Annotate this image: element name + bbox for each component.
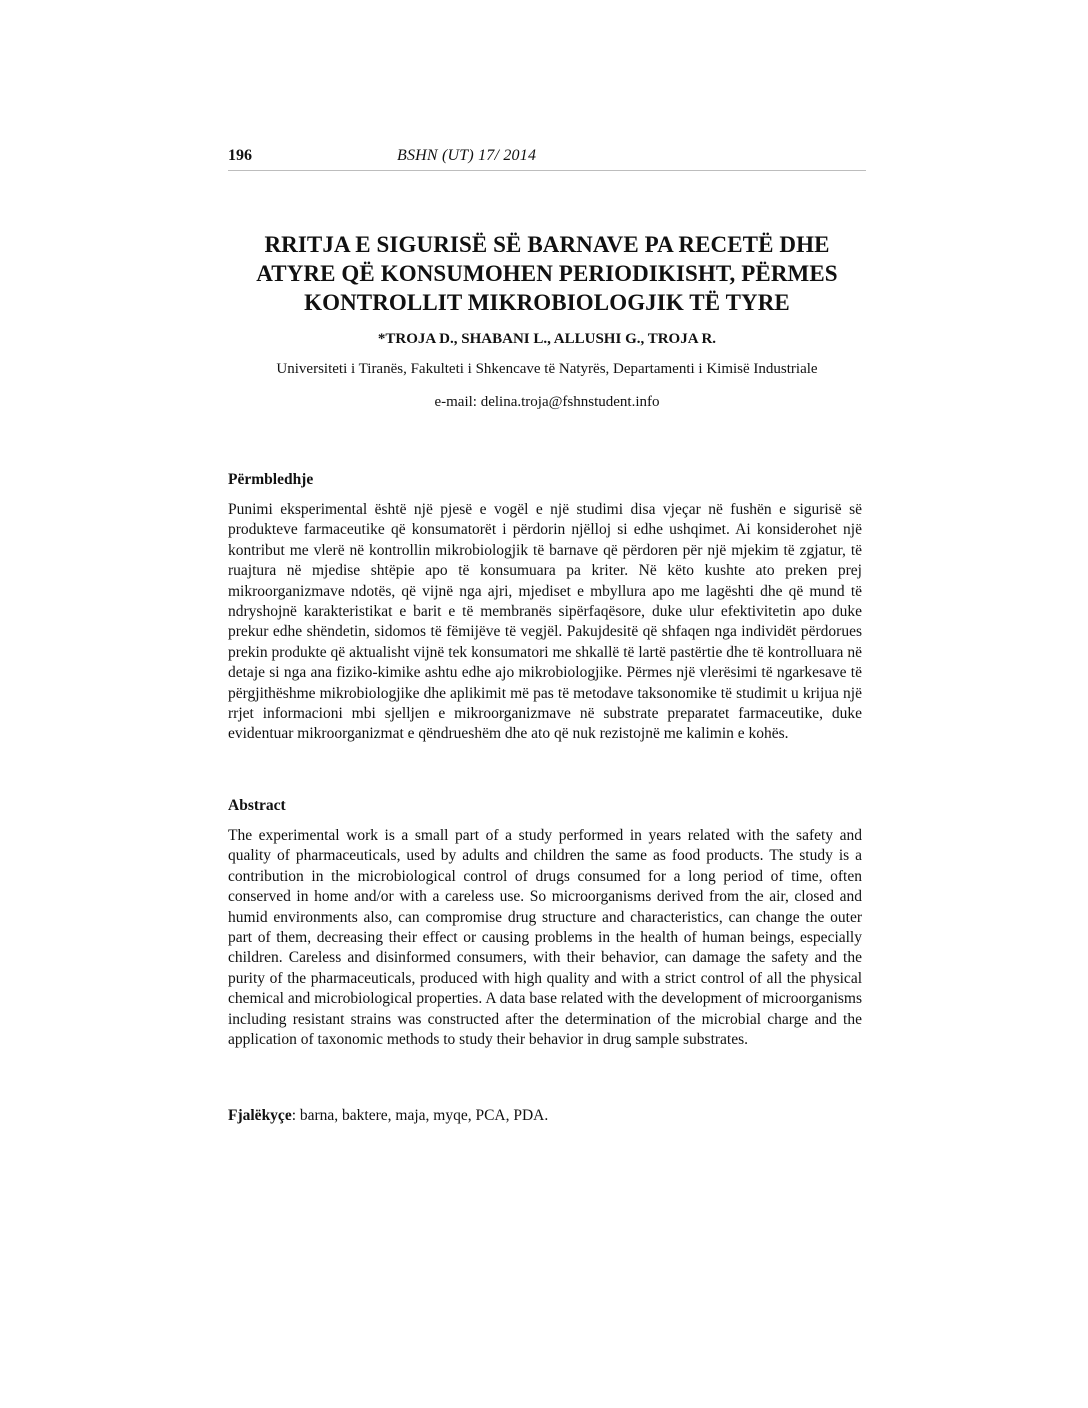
abstract-text: The experimental work is a small part of a study performed in years related with the safety and quality of pharmaceuticals, used by adults and children the same as food products. The study is a contribution in the microbiological control of drugs consumed for a long period of time, often conserved in home and/or with a careless use. So microorganisms derived from the air, closed and humid environments also, can compromise drug structure and characteristics, can change the outer part of them, decreasing their effect or causing problems in the health of human beings, especially children. Careless and disinformed consumers, with their behavior, can damage the safety and the purity of the pharmaceuticals, produced with high quality and with a strict control of all the physical chemical and microbiological properties. A data base related with the development of microorganisms including resistant strains was constructed after the determination of the microbial charge and the application of taxonomic methods to study their behavior in drug sample substrates. bbox=[228, 827, 862, 1049]
journal-reference: BSHN (UT) 17/ 2014 bbox=[397, 147, 537, 164]
title-line-1: RRITJA E SIGURISË SË BARNAVE PA RECETË DHE bbox=[264, 232, 830, 257]
running-header bbox=[228, 146, 866, 171]
authors: *TROJA D., SHABANI L., ALLUSHI G., TROJA R. bbox=[377, 331, 717, 347]
affiliation: Universiteti i Tiranës, Fakulteti i Shkencave të Natyrës, Departamenti i Kimisë Industriale bbox=[276, 361, 818, 377]
keywords-label: Fjalëkyçe bbox=[228, 1107, 292, 1124]
title-block bbox=[228, 230, 866, 412]
keywords-text: : barna, baktere, maja, myqe, PCA, PDA. bbox=[291, 1107, 549, 1124]
keywords bbox=[228, 1106, 862, 1126]
title-line-2: ATYRE QË KONSUMOHEN PERIODIKISHT, PËRMES bbox=[256, 261, 838, 286]
email: e-mail: delina.troja@fshnstudent.info bbox=[434, 394, 660, 410]
page-number: 196 bbox=[228, 147, 252, 164]
paper-title bbox=[228, 230, 866, 317]
abstract-heading: Abstract bbox=[228, 797, 286, 814]
permbledhje-section bbox=[228, 470, 862, 745]
abstract-section bbox=[228, 796, 862, 1050]
permbledhje-text: Punimi eksperimental është një pjesë e vogël e një studimi disa vjeçar në fushën e sigurisë së produkteve farmaceutike që konsumatorët i përdorin njëlloj si edhe ushqimet. Ai konsiderohet një kontribut me vlerë në kontrollin mikrobiologjik të barnave që përdoren për një mjekim të zgjatur, të ruajtura në mjedise shtëpie apo të konsumuara pa kriter. Në këto kushte ato preken prej mikroorganizmave ndotës, që vijnë nga ajri, mjediset e mbyllura apo me lagështi dhe që mund të ndryshojnë karakteristikat e barit e të membranës sipërfaqësore, duke ulur efektivitetin apo duke prekur edhe shëndetin, sidomos të fëmijëve të vegjël. Pakujdesitë që shfaqen nga individët përdorues prekin produkte që aktualisht vijnë tek konsumatori me shkallë të lartë pastërtie dhe të kontrolluara në detaje si nga ana fiziko-kimike ashtu edhe ajo mikrobiologjike. Përmes një vlerësimi të ngarkesave të përgjithëshme mikrobiologjike dhe aplikimit më pas të metodave taksonomike të studimit u krijua një rrjet informacioni mbi sjelljen e mikroorganizmave në substrate preparatet farmaceutike, duke evidentuar mikroorganizmat e qëndrueshëm dhe ato që nuk rezistojnë me kalimin e kohës. bbox=[228, 501, 862, 743]
title-line-3: KONTROLLIT MIKROBIOLOGJIK TË TYRE bbox=[304, 290, 790, 315]
permbledhje-heading: Përmbledhje bbox=[228, 471, 314, 488]
